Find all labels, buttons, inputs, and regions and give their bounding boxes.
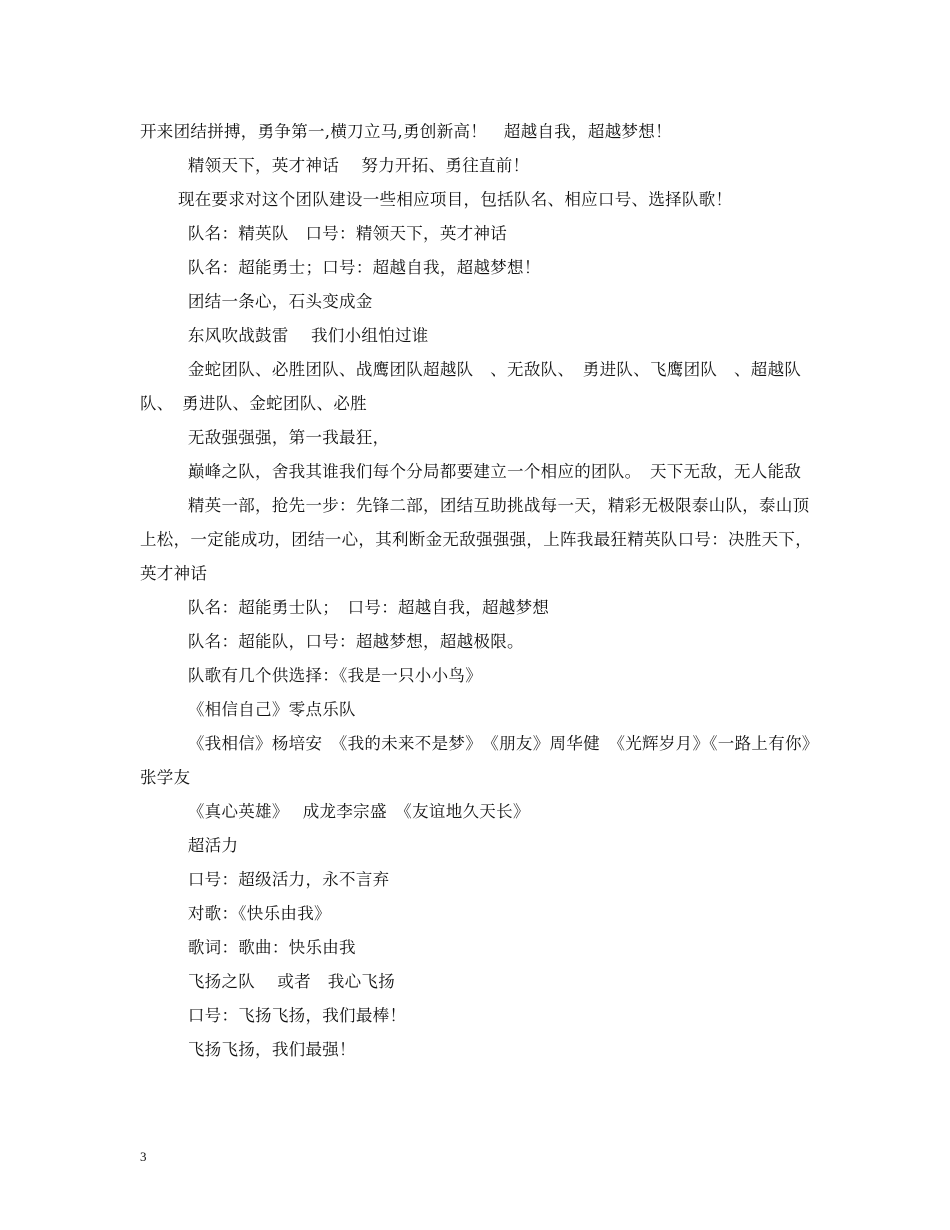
paragraph: 口号：飞扬飞扬，我们最棒！ <box>187 1006 407 1025</box>
paragraph: 飞扬之队 或者 我心飞扬 <box>187 972 395 991</box>
paragraph: 东风吹战鼓雷 我们小组怕过谁 <box>187 326 429 345</box>
paragraph: 精英一部，抢先一步：先锋二部，团结互助挑战每一天，精彩无极限泰山队，泰山顶上松，一定能成功，团结一心，其利断金无敌强强强，上阵我最狂精英队口号：决胜天下，英才神话 <box>140 496 812 583</box>
paragraph: 队歌有几个供选择：《我是一只小小鸟》 <box>187 666 482 685</box>
paragraph: 开来团结拼搏，勇争第一,横刀立马,勇创新高！ 超越自我，超越梦想！ <box>140 122 672 141</box>
paragraph: 歌词：歌曲：快乐由我 <box>187 938 356 957</box>
page-number: 3 <box>140 1149 147 1164</box>
paragraph: 队名：超能勇士；口号：超越自我，超越梦想！ <box>187 258 541 277</box>
paragraph: 队名：精英队 口号：精领天下，英才神话 <box>187 224 508 243</box>
paragraph: 现在要求对这个团队建设一些相应项目，包括队名、相应口号、选择队歌！ <box>177 190 733 209</box>
paragraph: 巅峰之队，舍我其谁我们每个分局都要建立一个相应的团队。 天下无敌，无人能敌 <box>187 462 802 481</box>
paragraph: 飞扬飞扬，我们最强！ <box>187 1040 356 1059</box>
paragraph: 《相信自己》零点乐队 <box>187 700 356 719</box>
paragraph: 《我相信》杨培安 《我的未来不是梦》 《朋友》周华健 《光辉岁月》《一路上有你》张学友 <box>140 734 819 787</box>
paragraph: 金蛇团队、必胜团队、战鹰团队超越队 、无敌队、 勇进队、飞鹰团队 、超越队队、 勇进队、金蛇团队、必胜 <box>140 360 802 413</box>
document-body <box>140 115 820 1067</box>
paragraph: 无敌强强强，第一我最狂， <box>187 428 390 447</box>
paragraph: 《真心英雄》 成龙李宗盛 《友谊地久天长》 <box>187 802 530 821</box>
paragraph: 精领天下，英才神话 努力开拓、勇往直前！ <box>187 156 530 175</box>
paragraph: 口号：超级活力，永不言弃 <box>187 870 390 889</box>
paragraph: 队名：超能勇士队； 口号：超越自我，超越梦想 <box>187 598 550 617</box>
paragraph: 团结一条心，石头变成金 <box>187 292 373 311</box>
paragraph: 超活力 <box>187 836 239 855</box>
paragraph: 队名：超能队，口号：超越梦想，超越极限。 <box>187 632 524 651</box>
paragraph: 对歌：《快乐由我》 <box>187 904 331 923</box>
